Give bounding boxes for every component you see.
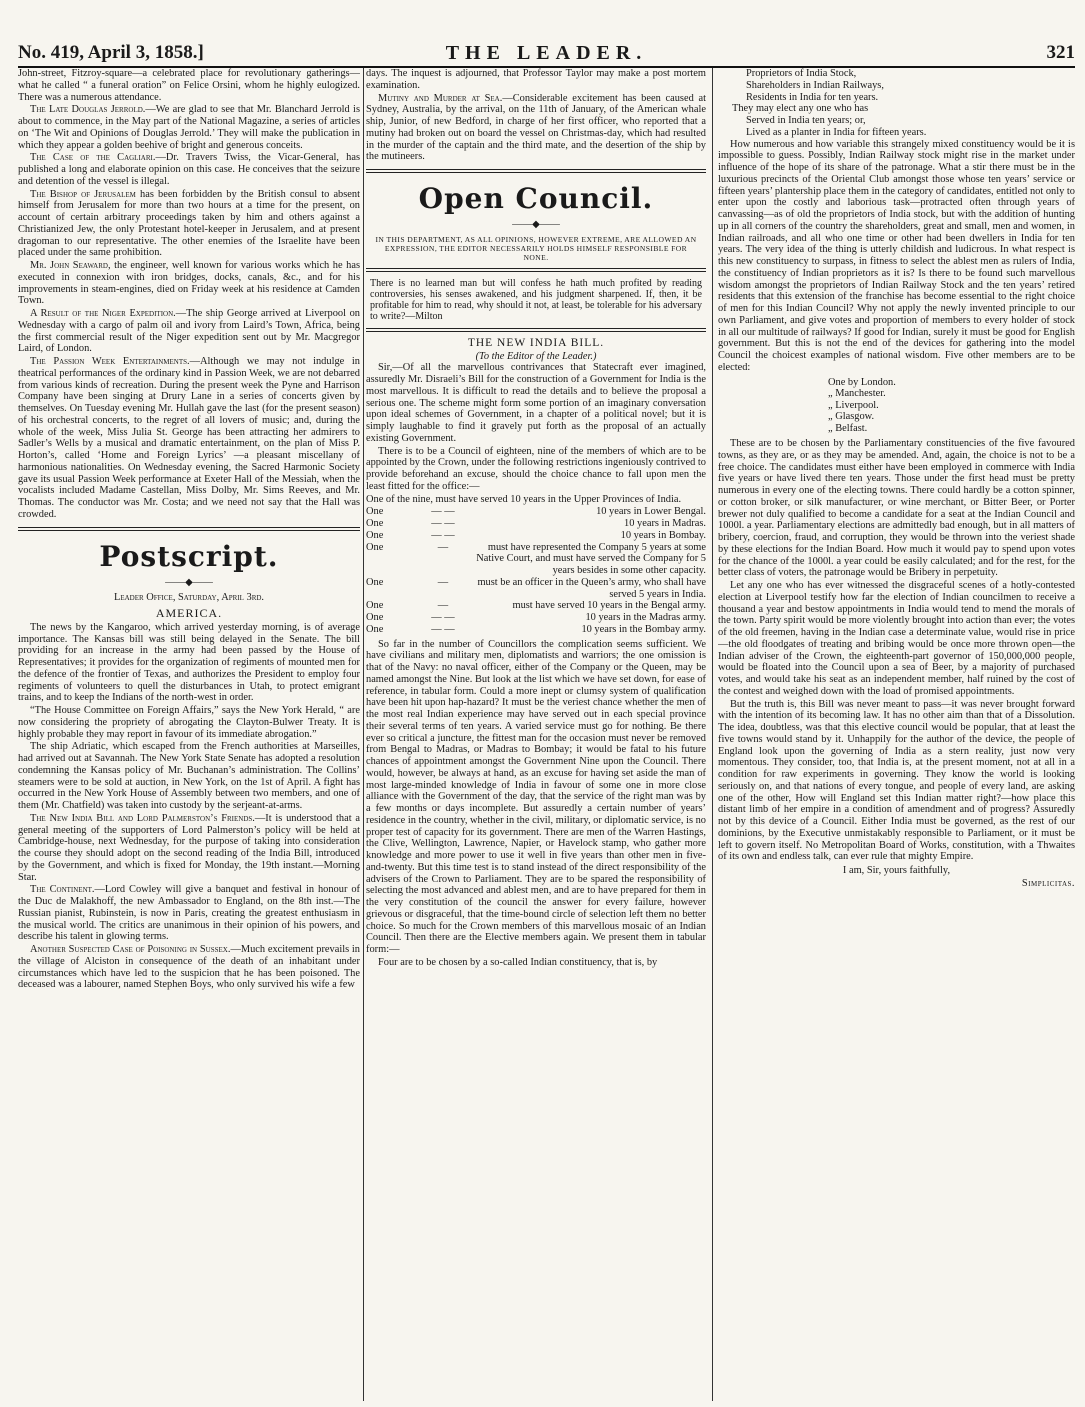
column-2 — [366, 68, 706, 1401]
list-item: Shareholders in Indian Railways, — [746, 79, 884, 91]
news-item: Mr. John Seaward, the engineer, well known for various works which he has executed in connexion with iron bridges, docks, canals, &c., and for his improvements in steam-engines, died on Friday week at his residence at Camden Town. — [18, 260, 360, 307]
table-intro: One of the nine, must have served 10 years in the Upper Provinces of India. — [366, 493, 682, 505]
list-item: Proprietors of India Stock, — [746, 68, 857, 79]
paragraph: But the truth is, this Bill was never meant to pass—it was never brought forward with the intention of its becoming law. It has no other aim than that of a Dissolution. The idea, doubtless, was that this elective council would be popular, that at least the five towns would stand by it. Unhappily for the author of the device, the people of England look upon the governing of India as a stern reality, just now very momentous. They consider, too, that India is, at the present moment, not at all in a condition for raw experiments in governing. They know the world is looking seriously on, and that nations of every tongue, and people of every land, are asking one of the other, How will England set this Indian matter right?—how place this distant limb of her empire in a condition of amendment and of progress? Assuredly not by this device of a Council. Either India must be governed, as the rest of our dominions, by the Executive unmistakably responsible to Parliament, or it must be left to govern itself. No Metropolitan Board of Works, constitution, with a Thwaites of its own and endless talk, can ever rule that mighty Empire. — [718, 698, 1075, 863]
page-number: 321 — [1046, 42, 1075, 63]
news-item: The Late Douglas Jerrold.—We are glad to see that Mr. Blanchard Jerrold is about to commence, in the May part of the National Magazine, a series of articles on ‘The Wit and Opinions of Douglas Jerrold.’ They will make the publication in which they appear a golden beehive of bright and generous conceits. — [18, 104, 360, 151]
news-item: Another Suspected Case of Poisoning in Sussex.—Much excitement prevails in the village of Alciston in consequence of the death of an inhabitant under circumstances which have led to the suspicion that he has been poisoned. The deceased was a labourer, named Stephen Boys, who only survived his wife a few — [18, 944, 360, 991]
america-heading: AMERICA. — [155, 606, 223, 620]
paragraph: days. The inquest is adjourned, that Professor Taylor may make a post mortem examination. — [366, 68, 706, 91]
ornament-divider: ——◆—— — [512, 219, 560, 230]
paragraph: John-street, Fitzroy-square—a celebrated place for revolutionary gatherings—what he called “ a funeral oration” on Felice Orsini, whom he highly eulogized. There was a numerous attendance. — [18, 68, 360, 103]
columns — [18, 68, 1075, 1401]
epigraph: There is no learned man but will confess he hath much profited by reading controversies, his senses awakened, and his judgment sharpened. If, then, it be profitable for him to read, why should it not, at least, be tolerable for his adversary to write?—Milton — [370, 277, 702, 322]
paragraph: The ship Adriatic, which escaped from the French authorities at Marseilles, had arrived out at Savannah. The New York State Senate has adopted a resolution condemning the Kansas policy of Mr. Buchanan’s administration. The Collins’ steamers were to be sold at auction, in New York, on the 1st of April. A fight has occurred in the New York House of Assembly between two members, and one of them (Mr. Chatfield) was taken into custody by the serjeant-at-arms. — [18, 741, 360, 811]
cities-list — [828, 377, 1075, 435]
paragraph: Let any one who has ever witnessed the disgraceful scenes of a hotly-contested election at Liverpool testify how far the election of Indian councilmen to receive a thousand a year and bestow appointments in India would tend to mend the morals of the town. Party spirit would be more violently brought into action than ever; the votes of the old freemen, having in the Indian case a determinate value, would rise in price—the old floodgates of treating and bribing would be once more thrown open—the Indian adviser of the Crown, the eighteenth-part governor of 150,000,000 people, would be floated into the Council upon a sea of Beer, by a majority of purchased votes, and would take his seat as an independent member, half ruined by the cost of the contest and weighed down with the load of promised appointments. — [718, 580, 1075, 697]
section-divider — [366, 169, 706, 173]
paragraph: Four are to be chosen by a so-called Indian constituency, that is, by — [378, 956, 658, 968]
paragraph: These are to be chosen by the Parliamentary constituencies of the five favoured towns, as they are, or as they may be amended. And, again, the choice is not to be a free choice. The candidates must either have been employed in commerce with India five years or have lived there ten years. Those under the first head must be pretty numerous in every one of the electing towns. There could hardly be a cotton spinner, or cotton broker, or silk manufacturer, or wine merchant, or Bitter Beer, or Porter brewer not duly qualified to become a candidate for a seat at the Indian Council and 1000l. a year. Parliamentary elections are admittedly bad enough, but in all matters of bribery, coercion, fraud, and corruption, they would be thrown into the veriest shade by these elections for the Indian Board. How much it would pay to spend upon votes for the chance of the 1000l. a year could be easily calculated; and for the rest, for the better class of voters, the patronage would be Bribery in perpetuity. — [718, 438, 1075, 579]
news-item: The New India Bill and Lord Palmerston’s Friends.—It is understood that a general meeting of the supporters of Lord Palmerston’s policy will be held at Cambridge-house, next Wednesday, for the purpose of taking into consideration the course they should adopt on the second reading of the India Bill, introduced by the Government, and which is fixed for Monday, the 19th instant.—Morning Star. — [18, 812, 360, 883]
paragraph: Sir,—Of all the marvellous contrivances that Statecraft ever imagined, assuredly Mr. Disraeli’s Bill for the construction of a Government for India is the most marvellous. It is difficult to read the details and to believe the proposal a serious one. The scheme might form some portion of an imaginary conversation upon ideal schemes of Government, in a chapter of a political novel; but it is simply laughable to find it gravely put forth as the proposal of an actually existing Government. — [366, 362, 706, 444]
news-item: A Result of the Niger Expedition.—The ship George arrived at Liverpool on Wednesday with a cargo of palm oil and ivory from Laird’s Town, Africa, being the first commercial result of the Niger expedition sent out by Mr. Macgregor Laird, of London. — [18, 308, 360, 355]
paragraph: The news by the Kangaroo, which arrived yesterday morning, is of average importance. The Kansas bill was still being delayed in the Senate. The bill providing for an increase in the army had been passed by the House of Representatives; it provides for the organization of regiments of mounted men for the defence of the frontier of Texas, and authorizes the President to employ four regiments of volunteers to quell the disturbances in Utah, to protect emigrant trains, and to keep the Indians of the north-west in order. — [18, 621, 360, 704]
column-rule — [712, 68, 713, 1401]
list-item: They may elect any one who has — [732, 103, 869, 115]
table-row: One — — 10 years in Madras. — [366, 518, 706, 529]
column-3 — [718, 68, 1075, 1401]
table-row: One — must have represented the Company 5 years at some Native Court, and must have served the Company for 5 years besides in some other capacity. — [366, 541, 706, 576]
list-item: Lived as a planter in India for fifteen years. — [746, 126, 927, 138]
list-item: „ Manchester. — [828, 388, 886, 399]
news-item: The Continent.—Lord Cowley will give a banquet and festival in honour of the Duc de Malakhoff, the new Ambassador to England, on the 8th inst.—The Russian pianist, Rubinstein, is now in Paris, creating the greatest enthusiasm in the musical world. The critics are unanimous in their opinion of his powers, and describe his talent in glowing terms. — [18, 884, 360, 943]
paragraph: There is to be a Council of eighteen, nine of the members of which are to be appointed by the Crown, under the following restrictions ingeniously contrived to provide beforehand an excuse, should the choice chance to fall upon men the least fitted for the office:— — [366, 445, 706, 492]
column-1 — [18, 68, 360, 1401]
masthead — [18, 28, 1075, 68]
paragraph: How numerous and how variable this strangely mixed constituency would be it is impossible to guess. Possibly, Indian Railway stock might rise in the market under influence of the hope of its share of the patronage. What a stir there must be in the luxurious precincts of the Oriental Club amongst those whose ten years’ service or fifteen years’ plantership place them in the category of candidates, entitled not only to enter upon the costly and laborious task—protracted often through years of canvassing—as of old the proprietors of India stock, but with the addition of hunting up in all corners of the country the shareholders, great and small, men and women, in Indian railroads, and all who one time or other had been dwellers in India for ten years. The very idea of the thing is utterly childish and ludicrous. In what respect is this new constituency to surpass, in fitness to select the ablest men as rulers of India, the constituency of Indian proprietors as it is? Is there to be found such marvellous wisdom amongst the proprietors of Indian Railway Stock and the ten years’ retired residents that this extension of the franchise has become essential to the right choice of men for this Indian Council? Why not apply the newly invented principle to our own Parliament, and give votes and proportion of members to every holder of stock in all our multitude of railways? If good for Indian, surely it must be good for English government. But this is not the end of the devices for gathering into the model Council the choicest examples of national wisdom. Five other members are to be elected: — [718, 138, 1075, 373]
section-divider — [366, 328, 706, 332]
editorial-notice: IN THIS DEPARTMENT, AS ALL OPINIONS, HOWEVER EXTREME, ARE ALLOWED AN EXPRESSION, THE EDITOR NECESSARILY HOLDS HIMSELF RESPONSIBLE FOR NONE. — [375, 234, 697, 262]
paragraph: “The House Committee on Foreign Affairs,” says the New York Herald, “ are now considering the propriety of abrogating the Clayton-Bulwer Treaty. It is highly probable they may report in favour of its immediate abrogation.” — [18, 705, 360, 740]
table-row: One — must be an officer in the Queen’s army, who shall have served 5 years in India. — [366, 576, 706, 600]
table-row: One — must have served 10 years in the Bengal army. — [366, 600, 706, 612]
newspaper-title: THE LEADER. — [445, 42, 648, 64]
open-council-heading: Open Council. — [418, 182, 654, 215]
council-table — [366, 506, 706, 635]
list-item: Residents in India for ten years. — [746, 91, 879, 103]
issue-number: No. 419, April 3, 1858.] — [18, 42, 204, 63]
news-item: Mutiny and Murder at Sea.—Considerable excitement has been caused at Sydney, Australia, by the arrival, on the 11th of January, of the American whale ship, Junior, of new Bedford, in charge of her first officer, who reported that a mutiny had broken out on board the vessel on Christmas-day, which had resulted in the murder of the captain and the third mate, and the desertion of the ship by the mutineers. — [366, 92, 706, 163]
list-item: One by London. — [828, 376, 896, 388]
ornament-divider: ——◆—— — [165, 576, 213, 588]
letter-title: THE NEW INDIA BILL. — [467, 336, 605, 349]
list-item: „ Belfast. — [828, 422, 868, 434]
column-rule — [363, 68, 364, 1401]
table-row: One — — 10 years in Lower Bengal. — [366, 506, 706, 518]
postscript-heading: Postscript. — [99, 539, 279, 573]
news-item: The Passion Week Entertainments.—Although we may not indulge in theatrical performances of the ordinary kind in Passion Week, we are not debarred from various kinds of recreation. During the present week the Pyne and Harrison Company have been singing at Drury Lane in a series of concerts given by themselves. On Tuesday evening Mr. Hullah gave the last (for the present season) of his orchestral concerts, to the regret of all lovers of music; and, during the whole of the week, Miss Julia St. George has been attracting her admirers to Sadler’s Wells by a musical and dramatic entertainment, on the plan of Miss P. Horton’s, called ‘Home and Foreign Lyrics’ —a pleasant miscellany of harmonious nationalities. On Wednesday evening, the Sacred Harmonic Society gave its usual Passion Week performance at Exeter Hall of the Messiah, when the vocalists included Madame Castellan, Miss Dolby, Mr. Sims Reeves, and Mr. Thomas. The conductor was Mr. Costa; and we need not say that the Hall was crowded. — [18, 356, 360, 520]
table-row: One — — 10 years in Bombay. — [366, 529, 706, 541]
news-item: The Case of the Cagliari.—Dr. Travers Twiss, the Vicar-General, has published a long and elaborate opinion on this case. He conceives that the seizure and detention of the vessel is illegal. — [18, 152, 360, 187]
paragraph: So far in the number of Councillors the complication seems sufficient. We have civilians and military men, diplomatists and warriors; the one omission is that of the Navy: no naval officer, either of the Company or the Queen, may be named amongst the Nine. But look at the list which we have set down, for ease of reference, in tabular form. Could a more inept or clumsy system of qualification have been hit upon hap-hazard? It must be the veriest chance whether the men of the most real Indian experience may have served out in each special province their several terms of ten years. A varied service must go for nothing. Be there ever so critical a juncture, the fittest man for the occasion must never be removed from Bengal to Madras, or Madras to Bombay; it would be fatal to his future chances of appointment amongst the Government Nine upon the Council. There would, however, be always at hand, as an excuse for having set aside the man of most large-minded knowledge of India in favour of some one in more close alliance with the Government of the day, that the service of the right man was by a few months or days incomplete. But assuredly a certain number of years’ residence in the country, whether in the civil, military, or diplomatic service, is no proper test of capacity for its government. There are men of the Warren Hastings, the Clive, Wellington, Lawrence, Napier, or Havelock stamp, who gather more knowledge and more power to use it well in five years than other men in five-and-twenty. But this time test is to stand instead of the direct responsibility of the advisers of the Crown to Parliament. They are to be spared the responsibility of selecting the most advanced and ablest men, and are to have prepared for them in the very constitution of the council the answer for every failure, however grievous or disgraceful, that the time-bound circle of selection left them no better choice. So much for the Crown members of this marvellous mosaic of an Indian Council. Then there are the Elective members again. We present them in tabular form:— — [366, 638, 706, 955]
dateline: Leader Office, Saturday, April 3rd. — [113, 592, 265, 604]
signoff: I am, Sir, yours faithfully, — [842, 865, 951, 876]
signature: Simplicitas. — [1021, 877, 1075, 889]
section-divider — [18, 527, 360, 531]
news-item: The Bishop of Jerusalem has been forbidden by the British consul to absent himself from Jerusalem for more than two hours at a time for the present, on account of certain arbitrary proceedings taken by him and others against a Christianized Jew, the only Protestant hotel-keeper in Jerusalem, and at present dragoman to our representative. The other enemies of the Israelite have been placed under the same prohibition. — [18, 188, 360, 259]
table-row: One — — 10 years in the Bombay army. — [366, 623, 706, 635]
list-item: Served in India ten years; or, — [746, 115, 866, 126]
letter-subtitle: (To the Editor of the Leader.) — [475, 350, 597, 362]
section-divider — [366, 268, 706, 272]
list-item: „ Glasgow. — [828, 411, 875, 422]
list-item: „ Liverpool. — [828, 399, 879, 411]
table-row: One — — 10 years in the Madras army. — [366, 612, 706, 623]
